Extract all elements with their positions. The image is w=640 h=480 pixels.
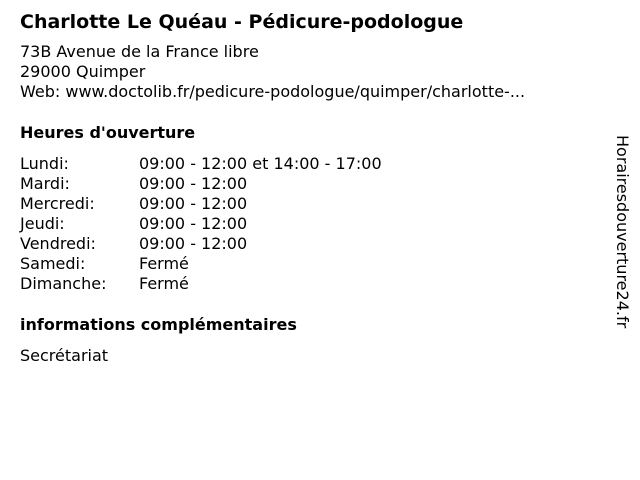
day-label: Jeudi:	[20, 214, 65, 233]
time-value: Fermé	[139, 274, 189, 293]
day-label: Samedi:	[20, 254, 86, 273]
day-label: Mardi:	[20, 174, 70, 193]
hours-heading: Heures d'ouverture	[20, 123, 196, 142]
hours-row-sunday	[20, 274, 600, 294]
day-label: Vendredi:	[20, 234, 96, 253]
address-city: 29000 Quimper	[20, 62, 146, 81]
business-card	[20, 9, 600, 366]
business-title: Charlotte Le Quéau - Pédicure-podologue	[20, 11, 464, 33]
hours-row-tuesday	[20, 174, 600, 194]
time-value: 09:00 - 12:00	[139, 194, 248, 213]
info-heading: informations complémentaires	[20, 315, 297, 334]
day-label: Lundi:	[20, 154, 69, 173]
opening-hours-list	[20, 154, 600, 294]
time-value: 09:00 - 12:00 et 14:00 - 17:00	[139, 154, 382, 173]
hours-row-thursday	[20, 214, 600, 234]
hours-row-wednesday	[20, 194, 600, 214]
time-value: Fermé	[139, 254, 189, 273]
hours-row-friday	[20, 234, 600, 254]
hours-row-monday	[20, 154, 600, 174]
address-street: 73B Avenue de la France libre	[20, 42, 259, 61]
hours-row-saturday	[20, 254, 600, 274]
time-value: 09:00 - 12:00	[139, 234, 248, 253]
site-watermark: Horairesdouverture24.fr	[613, 135, 632, 329]
info-text: Secrétariat	[20, 346, 109, 365]
day-label: Mercredi:	[20, 194, 95, 213]
day-label: Dimanche:	[20, 274, 107, 293]
time-value: 09:00 - 12:00	[139, 174, 248, 193]
time-value: 09:00 - 12:00	[139, 214, 248, 233]
address-block	[20, 42, 600, 102]
website-link: Web: www.doctolib.fr/pedicure-podologue/quimper/charlotte-...	[20, 82, 526, 101]
